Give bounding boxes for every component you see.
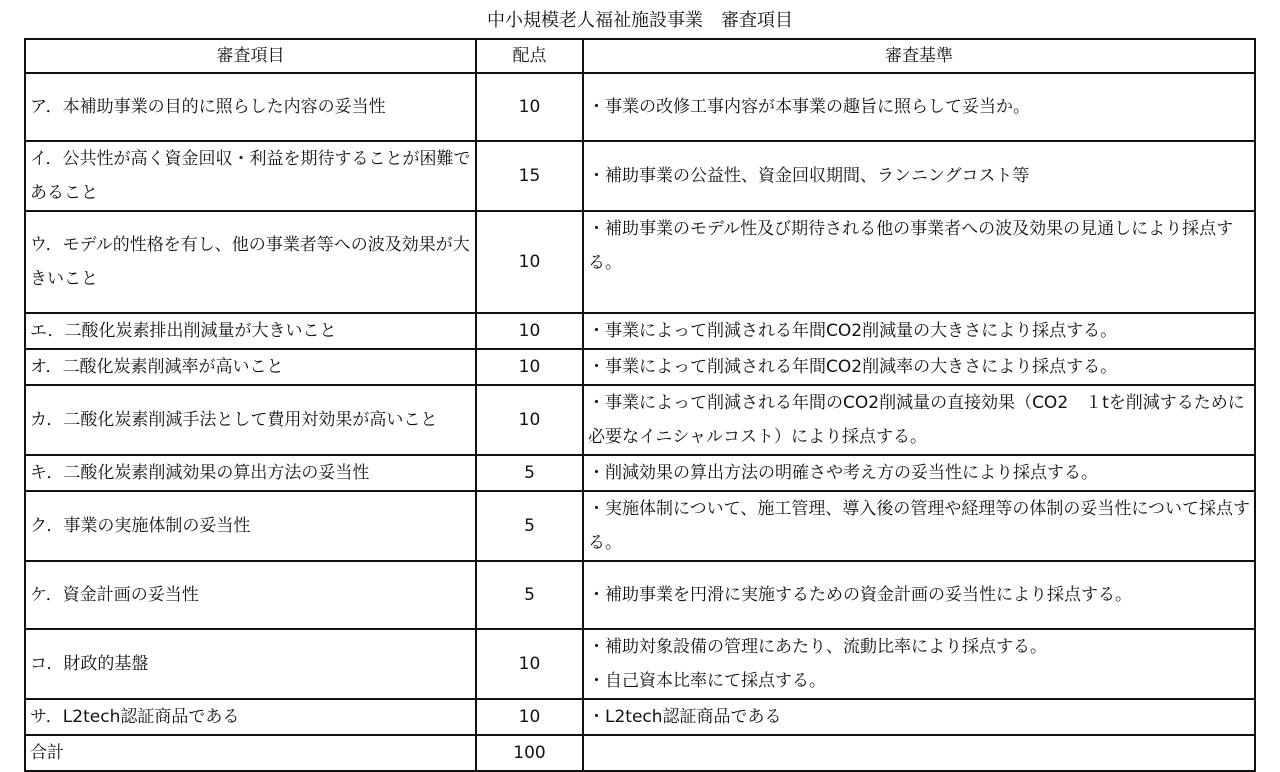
- criteria-cell: ・L2tech認証商品である: [583, 699, 1255, 735]
- item-cell: ウ．モデル的性格を有し、他の事業者等への波及効果が大きいこと: [25, 211, 476, 313]
- criteria-cell: ・補助事業を円滑に実施するための資金計画の妥当性により採点する。: [583, 561, 1255, 629]
- total-row: [25, 735, 1255, 771]
- item-cell: イ．公共性が高く資金回収・利益を期待することが困難であること: [25, 141, 476, 211]
- table-row: [25, 561, 1255, 629]
- score-cell: 5: [476, 455, 583, 491]
- criteria-cell: ・事業の改修工事内容が本事業の趣旨に照らして妥当か。: [583, 73, 1255, 141]
- score-cell: 10: [476, 349, 583, 385]
- table-row: [25, 385, 1255, 455]
- table-row: [25, 491, 1255, 561]
- table-row: [25, 141, 1255, 211]
- criteria-cell: ・事業によって削減される年間CO2削減率の大きさにより採点する。: [583, 349, 1255, 385]
- score-cell: 10: [476, 313, 583, 349]
- table-header-row: [25, 39, 1255, 73]
- header-criteria: 審査基準: [583, 39, 1255, 73]
- table-row: [25, 313, 1255, 349]
- score-cell: 10: [476, 629, 583, 699]
- table-row: [25, 73, 1255, 141]
- criteria-line: ・補助対象設備の管理にあたり、流動比率により採点する。: [588, 637, 1047, 657]
- score-cell: 10: [476, 385, 583, 455]
- criteria-cell: [583, 629, 1255, 699]
- item-cell: カ．二酸化炭素削減手法として費用対効果が高いこと: [25, 385, 476, 455]
- evaluation-table: [24, 38, 1256, 772]
- table-row: [25, 349, 1255, 385]
- item-cell: キ．二酸化炭素削減効果の算出方法の妥当性: [25, 455, 476, 491]
- criteria-cell: ・削減効果の算出方法の明確さや考え方の妥当性により採点する。: [583, 455, 1255, 491]
- criteria-cell: ・補助事業のモデル性及び期待される他の事業者への波及効果の見通しにより採点する。: [583, 211, 1255, 313]
- score-cell: 10: [476, 73, 583, 141]
- item-cell: ア．本補助事業の目的に照らした内容の妥当性: [25, 73, 476, 141]
- criteria-cell: ・補助事業の公益性、資金回収期間、ランニングコスト等: [583, 141, 1255, 211]
- page-title: 中小規模老人福祉施設事業 審査項目: [487, 10, 793, 31]
- item-cell: エ．二酸化炭素排出削減量が大きいこと: [25, 313, 476, 349]
- criteria-line: ・自己資本比率にて採点する。: [588, 671, 826, 691]
- criteria-cell: ・事業によって削減される年間のCO2削減量の直接効果（CO2 １tを削減するために必要なイニシャルコスト）により採点する。: [583, 385, 1255, 455]
- item-cell: ク．事業の実施体制の妥当性: [25, 491, 476, 561]
- item-cell: コ．財政的基盤: [25, 629, 476, 699]
- score-cell: 10: [476, 699, 583, 735]
- header-score: 配点: [476, 39, 583, 73]
- total-criteria: [583, 735, 1255, 771]
- criteria-cell: ・事業によって削減される年間CO2削減量の大きさにより採点する。: [583, 313, 1255, 349]
- criteria-cell: ・実施体制について、施工管理、導入後の管理や経理等の体制の妥当性について採点する。: [583, 491, 1255, 561]
- score-cell: 10: [476, 211, 583, 313]
- item-cell: ケ．資金計画の妥当性: [25, 561, 476, 629]
- score-cell: 5: [476, 491, 583, 561]
- score-cell: 15: [476, 141, 583, 211]
- total-label: 合計: [25, 735, 476, 771]
- header-item: 審査項目: [25, 39, 476, 73]
- table-row: [25, 629, 1255, 699]
- item-cell: サ．L2tech認証商品である: [25, 699, 476, 735]
- table-row: [25, 699, 1255, 735]
- total-score: 100: [476, 735, 583, 771]
- item-cell: オ．二酸化炭素削減率が高いこと: [25, 349, 476, 385]
- table-row: [25, 455, 1255, 491]
- table-row: [25, 211, 1255, 313]
- score-cell: 5: [476, 561, 583, 629]
